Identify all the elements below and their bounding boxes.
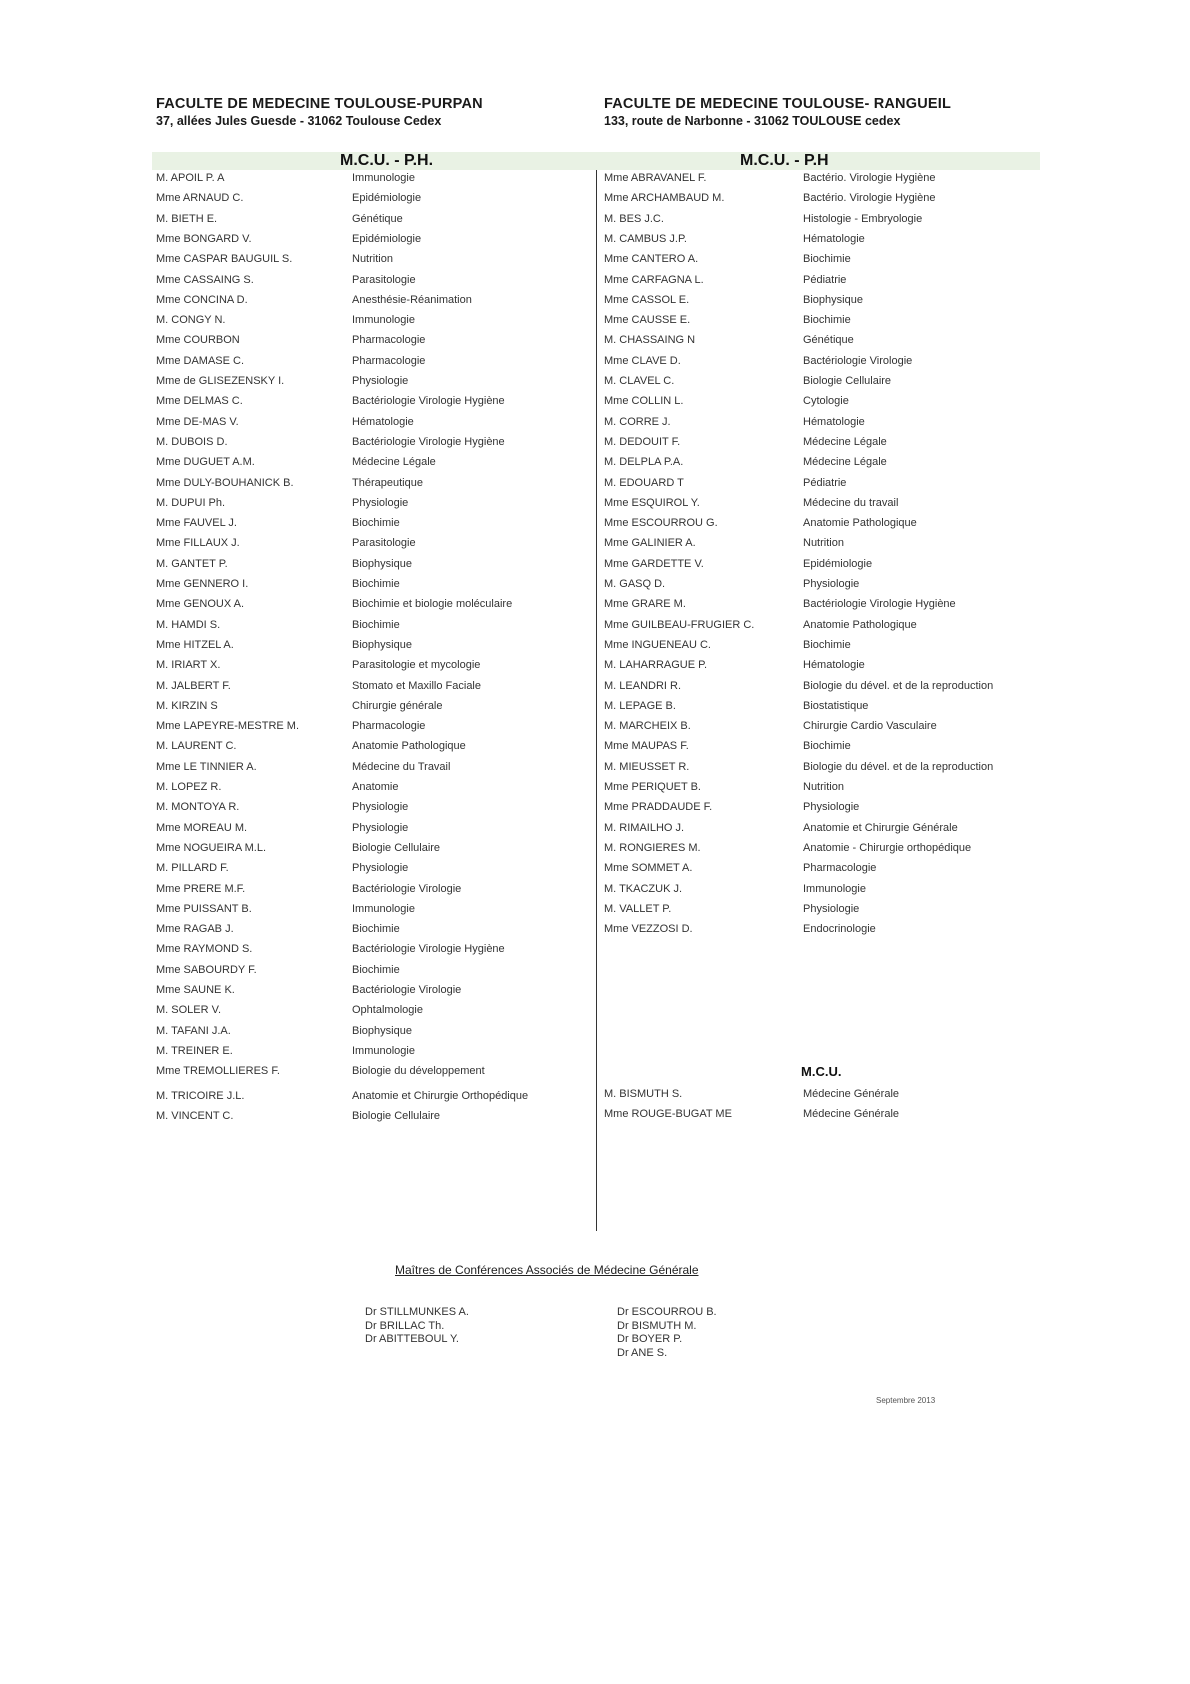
staff-specialty: Stomato et Maxillo Faciale xyxy=(352,679,481,692)
staff-name: M. DEDOUIT F. xyxy=(604,435,681,448)
staff-name: Mme RAGAB J. xyxy=(156,923,234,936)
faculty-title-rangueil: FACULTE DE MEDECINE TOULOUSE- RANGUEIL xyxy=(604,96,952,112)
associate-name: Dr ABITTEBOUL Y. xyxy=(365,1333,459,1345)
staff-specialty: Génétique xyxy=(803,334,854,347)
staff-specialty: Biochimie xyxy=(352,517,400,530)
staff-specialty: Hématologie xyxy=(352,415,414,428)
staff-specialty: Immunologie xyxy=(352,1044,415,1057)
staff-name: Mme GUILBEAU-FRUGIER C. xyxy=(604,618,755,631)
staff-specialty: Biologie Cellulaire xyxy=(352,841,441,854)
staff-name: M. MIEUSSET R. xyxy=(604,760,690,773)
staff-specialty: Bactério. Virologie Hygiène xyxy=(803,192,936,205)
left-staff-list xyxy=(156,172,586,1132)
staff-specialty: Nutrition xyxy=(352,253,393,266)
staff-specialty: Hématologie xyxy=(803,232,865,245)
staff-specialty: Chirurgie Cardio Vasculaire xyxy=(803,720,937,733)
staff-name: M. BIETH E. xyxy=(156,212,218,225)
staff-specialty: Anesthésie-Réanimation xyxy=(352,293,472,306)
staff-specialty: Ophtalmologie xyxy=(352,1004,423,1017)
staff-name: Mme ARCHAMBAUD M. xyxy=(604,192,725,205)
staff-name: Mme SAUNE K. xyxy=(156,984,235,996)
staff-specialty: Epidémiologie xyxy=(352,232,422,245)
staff-specialty: Anatomie Pathologique xyxy=(803,618,917,631)
staff-name: M. JALBERT F. xyxy=(156,679,231,692)
staff-name: M. LAURENT C. xyxy=(156,740,237,753)
staff-specialty: Médecine Légale xyxy=(803,435,887,448)
staff-specialty: Physiologie xyxy=(803,801,860,814)
staff-name: Mme MAUPAS F. xyxy=(604,740,689,753)
staff-specialty: Biochimie xyxy=(803,740,851,753)
staff-name: Mme de GLISEZENSKY I. xyxy=(156,375,285,387)
staff-name: Mme DUGUET A.M. xyxy=(156,456,255,469)
staff-specialty: Médecine Générale xyxy=(803,1108,900,1120)
staff-specialty: Bactériologie Virologie Hygiène xyxy=(352,943,505,956)
staff-specialty: Biologie Cellulaire xyxy=(352,1109,441,1122)
staff-name: Mme SOMMET A. xyxy=(604,862,693,875)
footer-left-list xyxy=(365,1306,469,1347)
staff-name: M. TKACZUK J. xyxy=(604,882,683,895)
staff-name: M. HAMDI S. xyxy=(156,618,221,631)
staff-specialty: Hématologie xyxy=(803,415,865,428)
staff-name: M. CHASSAING N xyxy=(604,334,696,347)
faculty-address-rangueil: 133, route de Narbonne - 31062 TOULOUSE cedex xyxy=(604,114,901,128)
staff-name: M. KIRZIN S xyxy=(156,699,218,712)
staff-specialty: Chirurgie générale xyxy=(352,699,443,712)
staff-specialty: Nutrition xyxy=(803,781,844,793)
staff-name: Mme CAUSSE E. xyxy=(604,314,691,327)
staff-specialty: Biologie du développement xyxy=(352,1065,485,1078)
staff-specialty: Biochimie xyxy=(803,638,851,651)
staff-specialty: Anatomie xyxy=(352,781,399,793)
faculty-address-purpan: 37, allées Jules Guesde - 31062 Toulouse Cedex xyxy=(156,114,442,128)
staff-name: Mme ARNAUD C. xyxy=(156,192,244,205)
staff-specialty: Epidémiologie xyxy=(803,557,873,570)
staff-name: M. BES J.C. xyxy=(604,212,664,225)
mcu-staff-list xyxy=(604,1088,1044,1128)
staff-specialty: Immunologie xyxy=(803,882,866,895)
staff-name: M. LEPAGE B. xyxy=(604,699,676,712)
staff-name: M. DUBOIS D. xyxy=(156,435,228,448)
staff-specialty: Biologie du dével. et de la reproduction xyxy=(803,760,994,773)
staff-name: Mme NOGUEIRA M.L. xyxy=(156,841,267,854)
staff-name: M. IRIART X. xyxy=(156,659,221,672)
staff-specialty: Bactériologie Virologie xyxy=(803,354,913,367)
mcu-section-title: M.C.U. xyxy=(801,1064,842,1079)
staff-specialty: Médecine Légale xyxy=(803,456,887,469)
staff-name: Mme PRERE M.F. xyxy=(156,882,246,895)
document-date: Septembre 2013 xyxy=(876,1396,936,1405)
staff-name: Mme MOREAU M. xyxy=(156,821,248,834)
section-header-band xyxy=(152,152,1040,170)
staff-name: Mme CASSAING S. xyxy=(156,273,254,286)
staff-specialty: Histologie - Embryologie xyxy=(803,212,923,225)
staff-name: Mme VEZZOSI D. xyxy=(604,923,693,936)
staff-name: M. TAFANI J.A. xyxy=(156,1024,231,1037)
staff-name: M. DELPLA P.A. xyxy=(604,456,684,469)
staff-specialty: Anatomie Pathologique xyxy=(803,517,917,530)
staff-specialty: Nutrition xyxy=(803,537,844,550)
staff-specialty: Physiologie xyxy=(803,902,860,915)
staff-name: Mme PRADDAUDE F. xyxy=(604,801,713,814)
staff-specialty: Biochimie xyxy=(352,923,400,936)
staff-name: Mme PUISSANT B. xyxy=(156,902,252,915)
staff-specialty: Biophysique xyxy=(352,1024,412,1037)
staff-name: Mme GENOUX A. xyxy=(156,598,245,611)
staff-name: Mme FILLAUX J. xyxy=(156,537,240,550)
staff-specialty: Bactériologie Virologie xyxy=(352,984,462,996)
staff-name: M. TREINER E. xyxy=(156,1044,233,1057)
staff-specialty: Pédiatrie xyxy=(803,273,847,286)
staff-name: Mme GRARE M. xyxy=(604,598,686,611)
staff-specialty: Cytologie xyxy=(803,395,849,408)
staff-name: Mme CANTERO A. xyxy=(604,253,699,266)
staff-specialty: Anatomie - Chirurgie orthopédique xyxy=(803,841,972,854)
staff-specialty: Physiologie xyxy=(803,578,860,590)
staff-specialty: Bactériologie Virologie Hygiène xyxy=(352,395,505,408)
associate-name: Dr STILLMUNKES A. xyxy=(365,1306,469,1318)
staff-specialty: Génétique xyxy=(352,212,403,225)
staff-specialty: Anatomie Pathologique xyxy=(352,740,466,753)
section-title-right: M.C.U. - P.H xyxy=(740,152,829,169)
staff-specialty: Immunologie xyxy=(352,314,415,327)
staff-name: M. RONGIERES M. xyxy=(604,841,701,854)
staff-specialty: Immunologie xyxy=(352,902,415,915)
header-right xyxy=(604,96,951,128)
staff-name: M. MONTOYA R. xyxy=(156,801,240,814)
staff-name: M. PILLARD F. xyxy=(156,862,229,875)
associate-name: Dr BOYER P. xyxy=(617,1333,683,1345)
staff-name: Mme CARFAGNA L. xyxy=(604,273,704,286)
staff-name: Mme HITZEL A. xyxy=(156,638,234,651)
staff-specialty: Médecine du travail xyxy=(803,496,899,509)
staff-specialty: Hématologie xyxy=(803,659,865,672)
staff-name: Mme LE TINNIER A. xyxy=(156,760,257,773)
staff-name: M. TRICOIRE J.L. xyxy=(156,1089,245,1102)
staff-name: M. DUPUI Ph. xyxy=(156,496,226,509)
staff-name: Mme CLAVE D. xyxy=(604,354,681,367)
staff-name: Mme CONCINA D. xyxy=(156,293,248,306)
staff-name: Mme DELMAS C. xyxy=(156,395,243,408)
staff-name: M. APOIL P. A xyxy=(156,172,225,184)
staff-name: Mme DULY-BOUHANICK B. xyxy=(156,476,294,489)
staff-specialty: Pharmacologie xyxy=(352,720,426,733)
staff-specialty: Biochimie et biologie moléculaire xyxy=(352,598,513,611)
staff-name: Mme LAPEYRE-MESTRE M. xyxy=(156,720,300,733)
staff-name: Mme COLLIN L. xyxy=(604,395,684,408)
staff-specialty: Epidémiologie xyxy=(352,192,422,205)
associate-name: Dr ANE S. xyxy=(617,1346,668,1359)
staff-specialty: Biochimie xyxy=(803,314,851,327)
staff-name: Mme FAUVEL J. xyxy=(156,517,237,530)
section-title-left: M.C.U. - P.H. xyxy=(340,152,434,169)
staff-name: M. MARCHEIX B. xyxy=(604,720,691,733)
associate-name: Dr BISMUTH M. xyxy=(617,1319,697,1332)
staff-specialty: Physiologie xyxy=(352,496,409,509)
staff-specialty: Anatomie et Chirurgie Orthopédique xyxy=(352,1089,529,1102)
footer-title: Maîtres de Conférences Associés de Médecine Générale xyxy=(395,1263,699,1277)
staff-name: M. RIMAILHO J. xyxy=(604,821,685,834)
staff-name: Mme DAMASE C. xyxy=(156,354,245,367)
staff-name: M. BISMUTH S. xyxy=(604,1088,683,1100)
faculty-title-purpan: FACULTE DE MEDECINE TOULOUSE-PURPAN xyxy=(156,96,483,112)
staff-name: Mme RAYMOND S. xyxy=(156,943,253,956)
staff-name: M. CONGY N. xyxy=(156,314,226,327)
staff-name: M. VALLET P. xyxy=(604,902,672,915)
staff-specialty: Biochimie xyxy=(352,578,400,590)
staff-specialty: Médecine Générale xyxy=(803,1088,900,1100)
staff-name: Mme CASSOL E. xyxy=(604,293,690,306)
staff-specialty: Anatomie et Chirurgie Générale xyxy=(803,821,958,834)
staff-specialty: Immunologie xyxy=(352,172,415,184)
staff-name: M. VINCENT C. xyxy=(156,1109,234,1122)
staff-specialty: Physiologie xyxy=(352,801,409,814)
staff-specialty: Pharmacologie xyxy=(352,354,426,367)
staff-specialty: Biophysique xyxy=(803,293,863,306)
staff-name: M. LOPEZ R. xyxy=(156,781,222,793)
staff-name: M. GANTET P. xyxy=(156,557,228,570)
staff-name: M. EDOUARD T xyxy=(604,476,684,489)
footer-right-list xyxy=(617,1306,717,1360)
staff-name: M. LEANDRI R. xyxy=(604,679,682,692)
staff-name: Mme ESCOURROU G. xyxy=(604,517,718,530)
staff-specialty: Pédiatrie xyxy=(803,476,847,489)
staff-name: M. CLAVEL C. xyxy=(604,375,675,387)
staff-specialty: Biologie Cellulaire xyxy=(803,375,892,387)
staff-specialty: Bactériologie Virologie Hygiène xyxy=(803,598,956,611)
staff-specialty: Bactériologie Virologie xyxy=(352,882,462,895)
staff-specialty: Physiologie xyxy=(352,375,409,387)
staff-specialty: Médecine du Travail xyxy=(352,760,451,773)
staff-specialty: Parasitologie xyxy=(352,273,416,286)
staff-name: Mme ESQUIROL Y. xyxy=(604,496,700,509)
staff-name: M. GASQ D. xyxy=(604,578,666,590)
staff-name: M. SOLER V. xyxy=(156,1004,222,1017)
staff-name: M. CORRE J. xyxy=(604,415,671,428)
right-staff-list xyxy=(604,172,1044,952)
staff-name: Mme BONGARD V. xyxy=(156,232,252,245)
staff-name: Mme INGUENEAU C. xyxy=(604,638,711,651)
staff-specialty: Parasitologie et mycologie xyxy=(352,659,481,672)
staff-specialty: Physiologie xyxy=(352,862,409,875)
staff-specialty: Endocrinologie xyxy=(803,923,876,936)
staff-name: Mme GARDETTE V. xyxy=(604,557,704,570)
column-divider xyxy=(596,170,597,1231)
staff-specialty: Pharmacologie xyxy=(352,334,426,347)
staff-name: Mme GALINIER A. xyxy=(604,537,696,550)
staff-name: Mme DE-MAS V. xyxy=(156,415,239,428)
associate-name: Dr BRILLAC Th. xyxy=(365,1319,445,1332)
staff-name: Mme ABRAVANEL F. xyxy=(604,172,707,184)
staff-name: Mme COURBON xyxy=(156,334,240,347)
staff-specialty: Bactério. Virologie Hygiène xyxy=(803,172,936,184)
staff-specialty: Biochimie xyxy=(352,618,400,631)
staff-specialty: Biostatistique xyxy=(803,699,869,712)
staff-name: Mme SABOURDY F. xyxy=(156,963,257,976)
staff-name: Mme CASPAR BAUGUIL S. xyxy=(156,253,293,266)
staff-specialty: Parasitologie xyxy=(352,537,416,550)
staff-name: M. LAHARRAGUE P. xyxy=(604,659,708,672)
staff-specialty: Biologie du dével. et de la reproduction xyxy=(803,679,994,692)
staff-name: M. CAMBUS J.P. xyxy=(604,232,687,245)
staff-name: Mme GENNERO I. xyxy=(156,578,249,590)
staff-specialty: Biochimie xyxy=(803,253,851,266)
staff-specialty: Pharmacologie xyxy=(803,862,877,875)
staff-specialty: Thérapeutique xyxy=(352,476,423,489)
staff-specialty: Biochimie xyxy=(352,963,400,976)
staff-name: Mme PERIQUET B. xyxy=(604,781,701,793)
staff-name: Mme TREMOLLIERES F. xyxy=(156,1065,280,1078)
staff-specialty: Médecine Légale xyxy=(352,456,436,469)
staff-specialty: Biophysique xyxy=(352,638,412,651)
associate-name: Dr ESCOURROU B. xyxy=(617,1306,717,1318)
staff-specialty: Physiologie xyxy=(352,821,409,834)
header-left xyxy=(156,96,483,128)
staff-specialty: Biophysique xyxy=(352,557,412,570)
staff-name: Mme ROUGE-BUGAT ME xyxy=(604,1108,732,1120)
staff-specialty: Bactériologie Virologie Hygiène xyxy=(352,435,505,448)
